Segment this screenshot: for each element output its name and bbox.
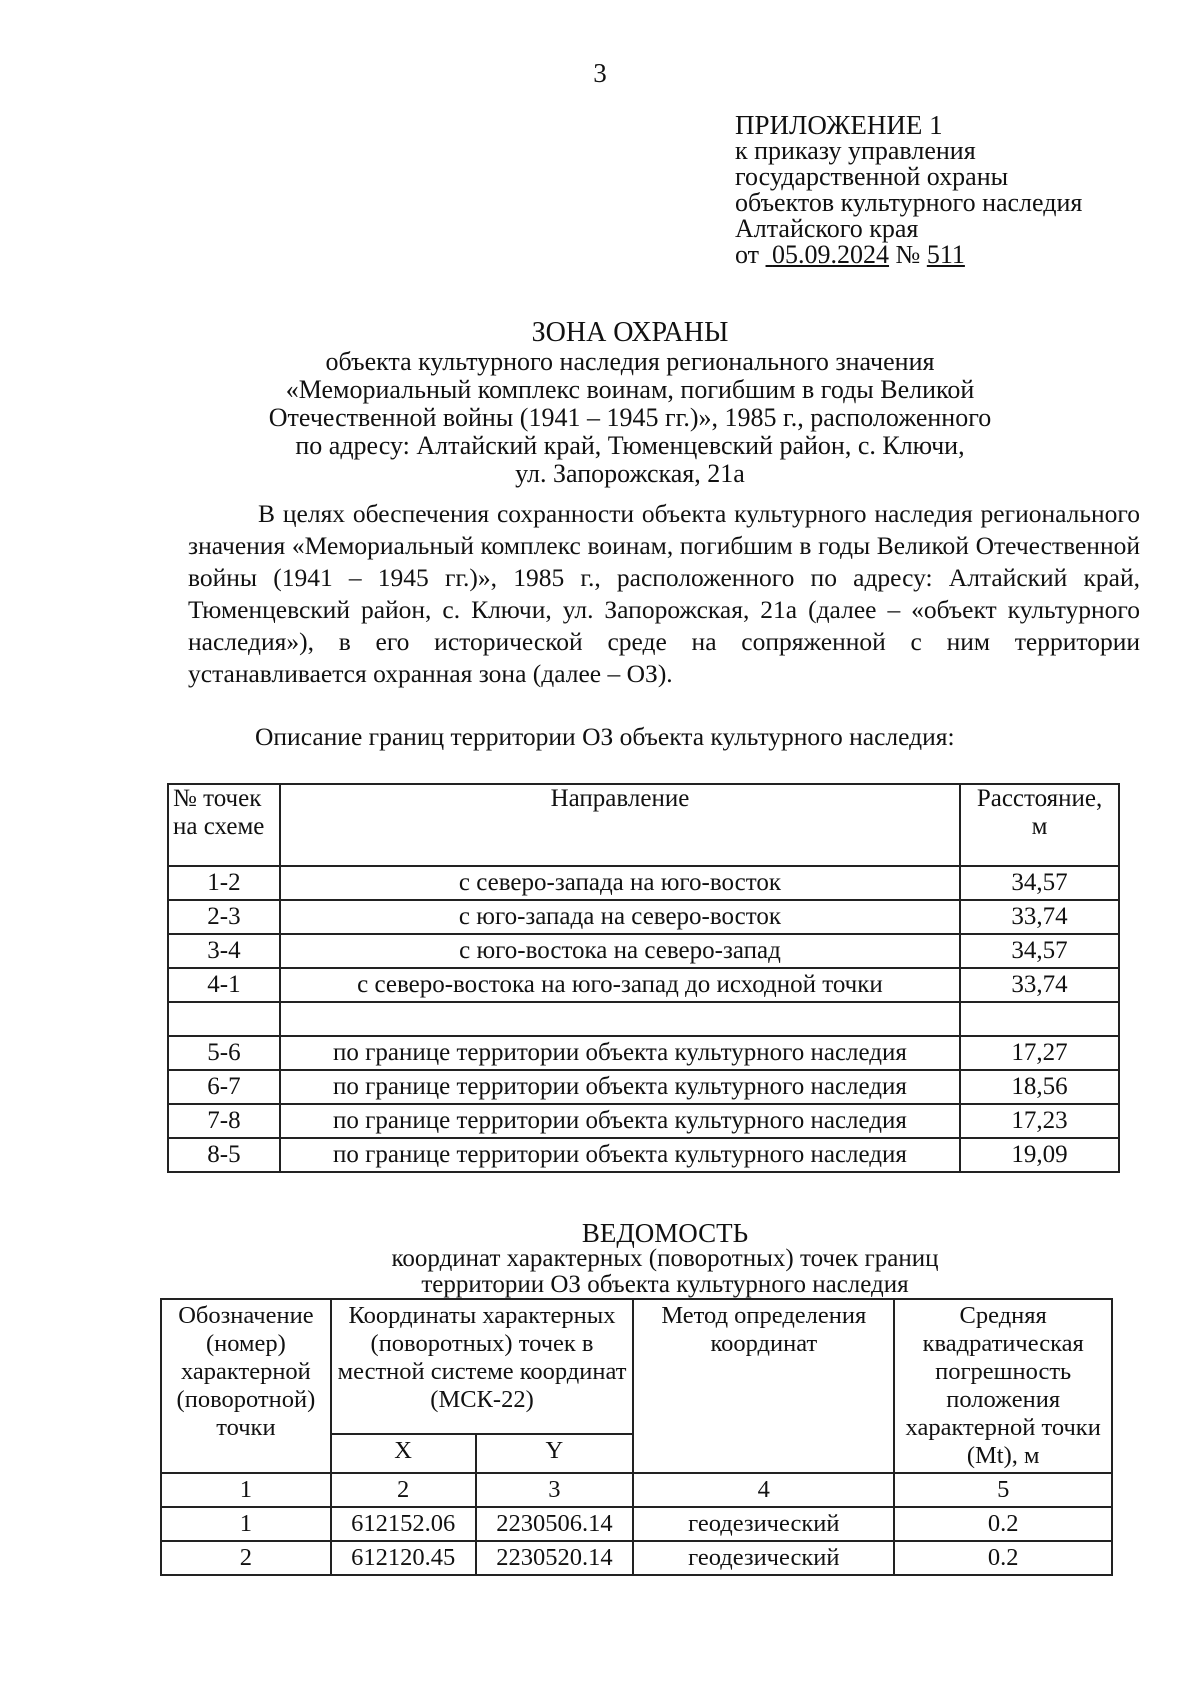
appendix-line: объектов культурного наследия xyxy=(735,188,1083,217)
zone-title-block xyxy=(200,318,1060,488)
table-row: 7-8 по границе территории объекта культурного наследия 17,23 xyxy=(168,1104,1119,1138)
borders-table-header xyxy=(168,784,1119,866)
borders-table xyxy=(167,783,1120,1173)
intro-paragraph xyxy=(188,498,1140,690)
table-row: 1 612152.06 2230506.14 геодезический 0.2 xyxy=(161,1507,1112,1541)
vedomost-line: координат характерных (поворотных) точек границ xyxy=(391,1245,939,1272)
zone-line: объекта культурного наследия регионального значения xyxy=(325,347,935,376)
coords-header-row xyxy=(161,1299,1112,1434)
table-row: 2-3 с юго-запада на северо-восток 33,74 xyxy=(168,900,1119,934)
vedomost-heading: ВЕДОМОСТЬ xyxy=(581,1218,749,1248)
intro-text: В целях обеспечения сохранности объекта культурного наследия регионального значения «Мемориальный комплекс воинам, погибшим в годы Великой Отечественной войны (1941 – 1945 гг.)», 1985 г., расположенного по адресу: Алтайский край, Тюменцевский район, с. Ключи, ул. Запорожская, 21а (далее – «объект культурного наследия»), в его исторической среде на сопряженной с ним территории устанавливается охранная зона (далее – ОЗ). xyxy=(188,499,1140,688)
table-row: 6-7 по границе территории объекта культурного наследия 18,56 xyxy=(168,1070,1119,1104)
zone-heading: ЗОНА ОХРАНЫ xyxy=(531,317,729,348)
header-designation: Обозначение (номер) характерной (поворотной) точки xyxy=(161,1299,331,1473)
table-row: 3-4 с юго-востока на северо-запад 34,57 xyxy=(168,934,1119,968)
table-row: 2 612120.45 2230520.14 геодезический 0.2 xyxy=(161,1541,1112,1575)
zone-line: «Мемориальный комплекс воинам, погибшим в годы Великой xyxy=(285,375,975,404)
header-points: № точек на схеме xyxy=(168,784,280,866)
header-coordinates: Координаты характерных (поворотных) точек в местной системе координат (МСК-22) xyxy=(331,1299,633,1434)
column-number-row: 1 2 3 4 5 xyxy=(161,1473,1112,1507)
zone-line: по адресу: Алтайский край, Тюменцевский район, с. Ключи, xyxy=(295,431,965,460)
header-error: Средняя квадратическая погрешность положения характерной точки (Mt), м xyxy=(894,1299,1112,1473)
header-y: Y xyxy=(476,1434,634,1473)
appendix-line: Алтайского края xyxy=(735,214,919,243)
appendix-block xyxy=(735,112,1082,268)
order-date: 05.09.2024 xyxy=(772,240,890,269)
appendix-date-line xyxy=(735,242,1082,268)
date-prefix: от xyxy=(735,240,760,269)
table-row: 4-1 с северо-востока на юго-запад до исходной точки 33,74 xyxy=(168,968,1119,1002)
coordinates-table xyxy=(160,1298,1113,1576)
table-row: 8-5 по границе территории объекта культурного наследия 19,09 xyxy=(168,1138,1119,1172)
header-x: X xyxy=(331,1434,476,1473)
order-number: 511 xyxy=(926,240,965,269)
table-row-empty xyxy=(168,1002,1119,1036)
zone-line: ул. Запорожская, 21а xyxy=(515,459,745,488)
number-prefix: № xyxy=(895,240,921,269)
table-row: 1-2 с северо-запада на юго-восток 34,57 xyxy=(168,866,1119,900)
vedomost-title-block xyxy=(0,1220,1200,1298)
table-row: 5-6 по границе территории объекта культурного наследия 17,27 xyxy=(168,1036,1119,1070)
header-distance: Расстояние, м xyxy=(960,784,1119,866)
header-direction: Направление xyxy=(280,784,960,866)
appendix-line: к приказу управления xyxy=(735,136,976,165)
page-number: 3 xyxy=(593,58,607,88)
appendix-title: ПРИЛОЖЕНИЕ 1 xyxy=(735,110,943,140)
header-method: Метод определения координат xyxy=(633,1299,894,1473)
vedomost-line: территории ОЗ объекта культурного наследия xyxy=(421,1271,909,1298)
zone-line: Отечественной войны (1941 – 1945 гг.)», 1985 г., расположенного xyxy=(268,403,992,432)
appendix-line: государственной охраны xyxy=(735,162,1009,191)
borders-caption: Описание границ территории ОЗ объекта культурного наследия: xyxy=(255,722,955,751)
